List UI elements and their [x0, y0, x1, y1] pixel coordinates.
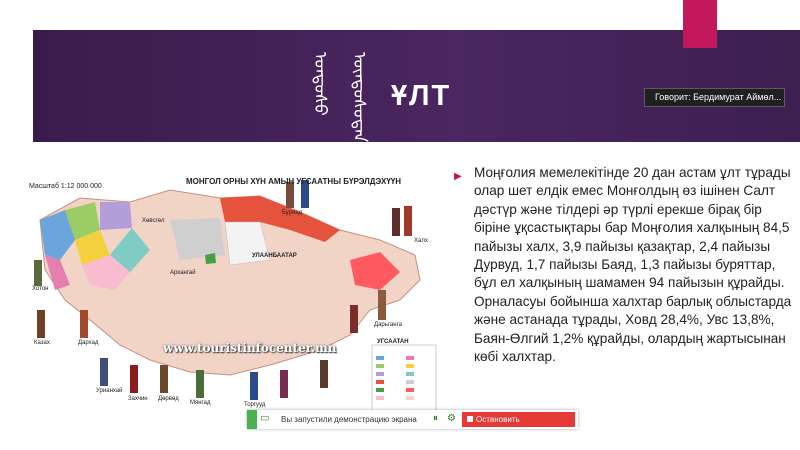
map-illustration [20, 160, 442, 425]
map-label-khalkh: Халх [414, 238, 428, 244]
speaker-indicator: Говорит: Бердимурат Аймөл... [644, 88, 785, 107]
map-scale: Масштаб 1:12 000 000 [29, 183, 102, 190]
pause-icon[interactable]: ⏸ [433, 413, 438, 424]
map-title: МОНГОЛ ОРНЫ ХҮН АМЫН УГСААТНЫ БҮРЭЛДЭХҮҮН [186, 177, 401, 186]
map-label-ulaanbaatar: УЛААНБААТАР [252, 253, 297, 259]
map-label-torguud: Торгууд [244, 402, 266, 408]
slide-body-text: Моңғолия мемелекітінде 20 дан астам ұлт тұрады олар шет елдік емес Монғолдың өз ішінен Салт дәстүр және тілдері әр түрлі ерекше бірақ бір біріне ұқсастықтары бар Моңғолия халқының 84,5 пайызы халх, 3,9 пайызы қазақтар, 2,4 пайызы Дурвуд, 1,7 пайызы Баяд, 1,3 пайызы буряттар, бұл ел халқының шамамен 94 пайызын құрайды. Орналасуы бойынша халхтар барлық облыстарда және астанада тұрады, Ховд 28,4%, Увс 13,8%, Баян-Өлгий 1,2% құрайды, олардың жартысынан көбі халхтар. [474, 165, 792, 365]
map-label-kazakh: Казах [34, 340, 50, 346]
screen-share-bar [247, 410, 578, 439]
map-label-buryat: Буряад [282, 210, 303, 216]
map-label-uriankhai: Урианхай [96, 388, 123, 394]
map-label-darkhad: Дархад [78, 340, 99, 346]
share-indicator [247, 410, 257, 429]
share-status-text: Вы запустили демонстрацию экрана [281, 415, 417, 424]
slide-title: ҰЛТ [391, 80, 452, 112]
map-label-mingat: Мянгад [190, 400, 211, 406]
map-label-arkhangai: Архангай [170, 270, 196, 276]
stop-icon [467, 416, 473, 422]
map-label-khuvsgul: Хөвсгөл [142, 218, 165, 224]
monitor-icon: ▭ [260, 413, 270, 424]
map-label-dorvod: Дөрвөд [158, 396, 179, 402]
map-legend-title: УГСААТАН [377, 339, 409, 345]
map-legend [372, 345, 436, 413]
map-label-zakhchin: Захчин [128, 396, 148, 402]
stop-sharing-button[interactable] [462, 412, 575, 439]
stop-sharing-label: Остановить демонстрацию [476, 415, 532, 439]
ethnic-map [20, 160, 442, 425]
map-label-khoton: Хотон [32, 286, 49, 292]
mongol-script-line-2: ᠦᠨᠳᠦᠰᠦᠲᠡᠨ [349, 52, 369, 143]
accent-bar [683, 0, 717, 48]
region-west-lilac [100, 202, 132, 230]
map-watermark: www.touristinfocenter.mn [163, 341, 337, 355]
settings-icon[interactable]: ⚙ [447, 413, 456, 424]
map-label-darigan: Дарьганга [374, 322, 402, 328]
bullet-marker-icon: ▶ [454, 171, 462, 182]
mongol-script-line-1: ᠤᠨᠳᠤᠰᠤ [310, 52, 330, 116]
